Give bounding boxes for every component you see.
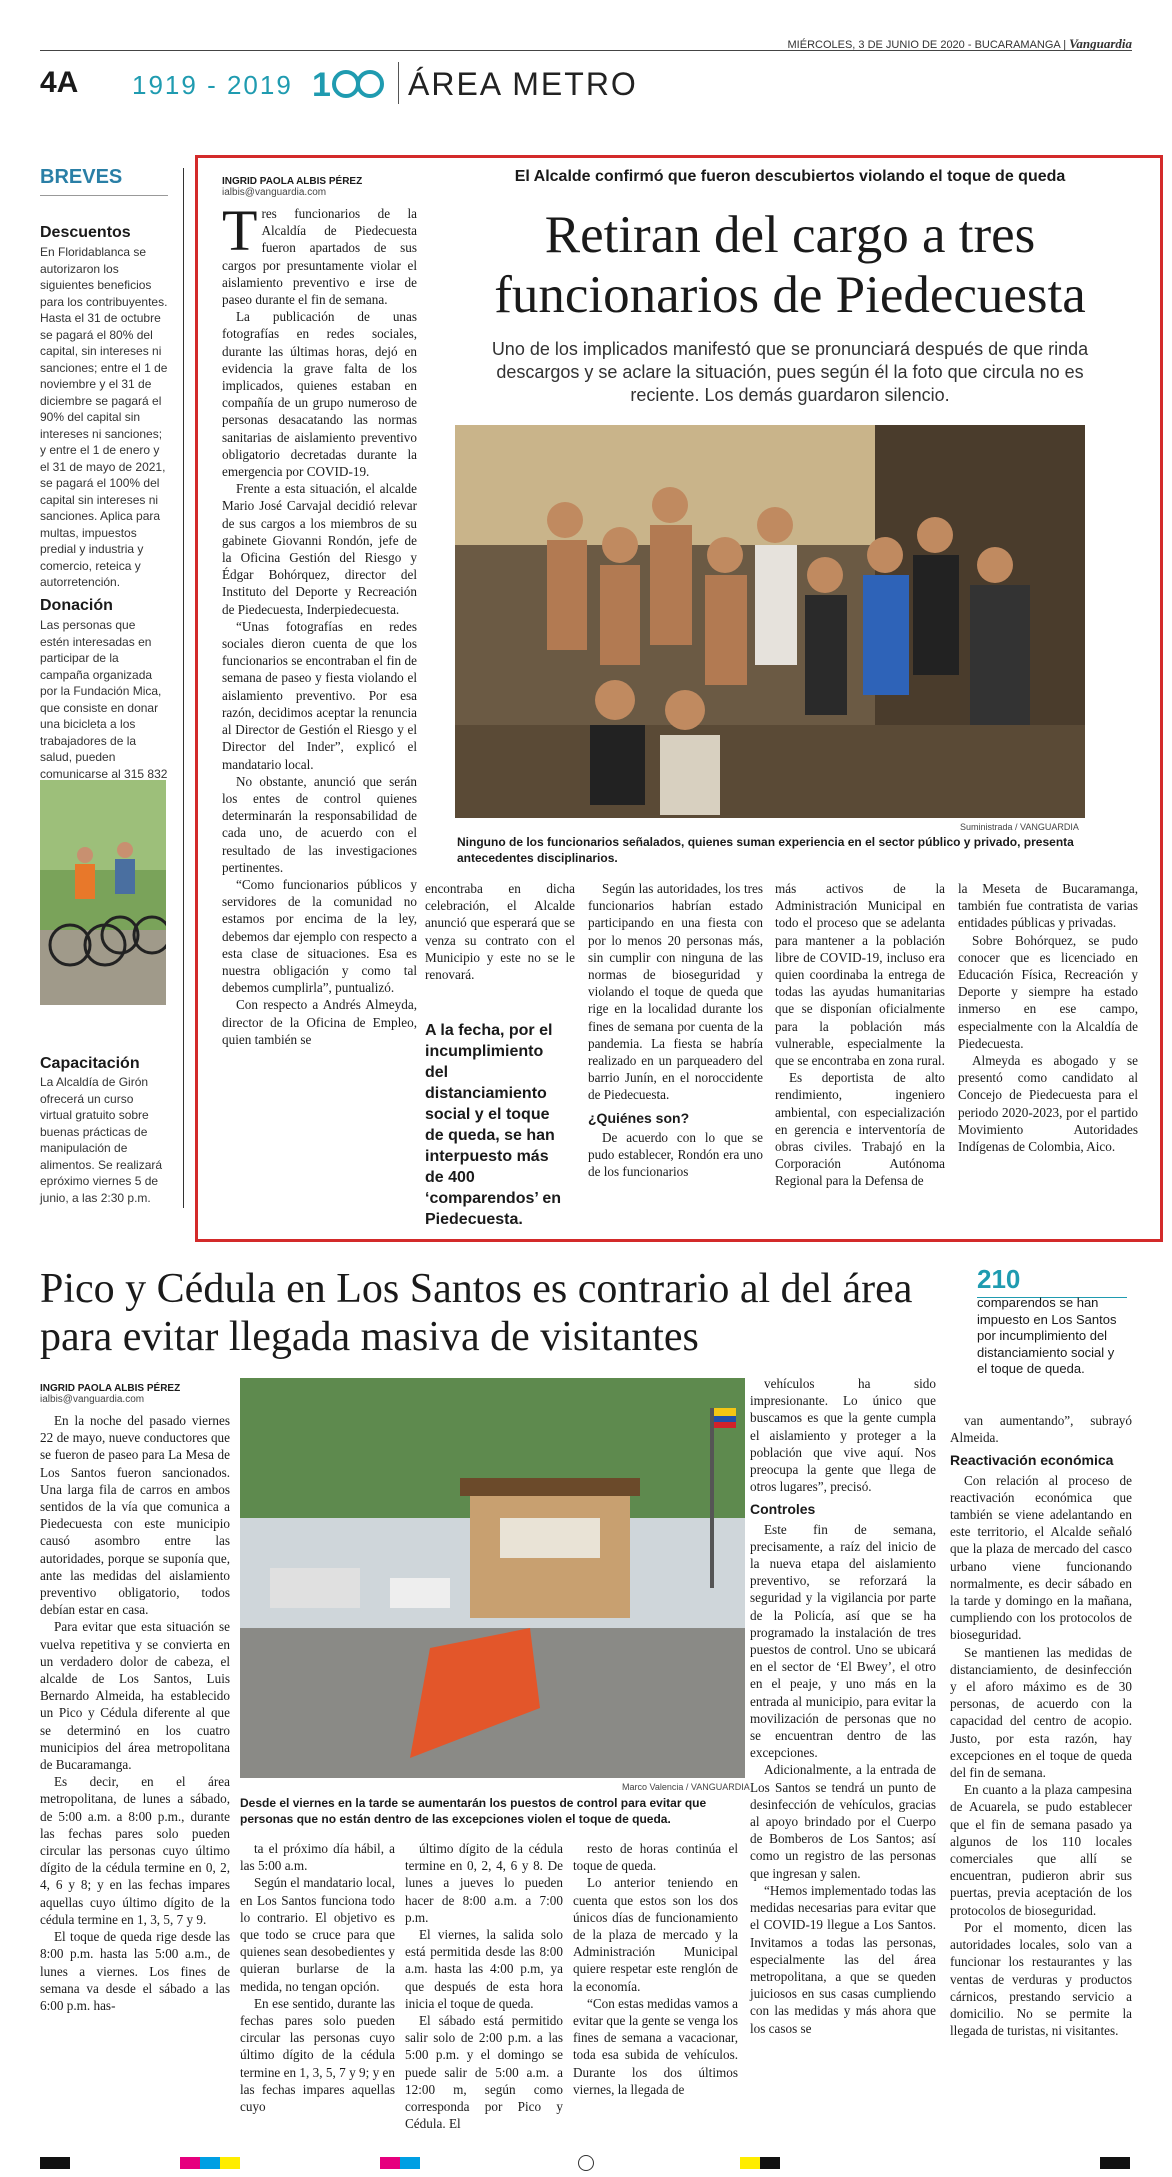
paragraph: resto de horas continúa el toque de queda. — [573, 1841, 738, 1874]
breve-heading: Donación — [40, 597, 113, 614]
breve-text: En Floridablanca se autorizaron los siguientes beneficios para los contribuyentes. Hasta el 31 de octubre se pagará el 80% del capital, sin intereses ni sanciones; entre el 1 de noviembre y el 31 de diciembre se pagará el 90% del capital sin intereses ni sanciones; y entre el 1 de enero y el 31 de mayo de 2021, se pagará el 100% del capital sin intereses ni sanciones. Aplica para multas, impuestos predial y industria y comercio, reteica y autorretención. — [40, 245, 168, 589]
paragraph: “Unas fotografías en redes sociales dieron cuenta de que los funcionarios se encontraban el fin de semana de paseo y fiesta violando el aislamiento preventivo. Por esa razón, decidimos aceptar la renuncia al Director de Gestión el Riesgo y el Director del Inder”, explicó el mandatario local. — [222, 618, 417, 772]
paragraph: El toque de queda rige desde las 8:00 p.m. hasta las 5:00 a.m., de lunes a viernes. Los fines de semana va desde el sábado a las 6:00 p.m. has- — [40, 1929, 230, 2013]
paragraph: De acuerdo con lo que se pudo establecer, Rondón era uno de los funcionarios — [588, 1129, 763, 1180]
paragraph: Lo anterior teniendo en cuenta que estos son los dos únicos días de funcionamiento de la plaza de mercado y la Administración Municipal quiere respetar este renglón de la economía. — [573, 1875, 738, 1994]
kicker: El Alcalde confirmó que fueron descubiertos violando el toque de queda — [514, 168, 1066, 185]
paragraph: Sobre Bohórquez, se pudo conocer que es licenciado en Educación Física, Recreación y Deporte y siempre ha estado inmerso en ese campo, especialmente con la Alcaldía de Piedecuesta. — [958, 932, 1138, 1051]
article-column — [425, 880, 575, 983]
subhead: ¿Quiénes son? — [588, 1109, 690, 1126]
paragraph: Con relación al proceso de reactivación económica que también se viene adelantando en este territorio, el Alcalde señaló que la plaza de mercado del casco urbano viene funcionando normalmente, es decir sábado en la tarde y domingo en la mañana, cumpliendo con los protocolos de bioseguridad. — [950, 1472, 1132, 1643]
paragraph: ta el próximo día hábil, a las 5:00 a.m. — [240, 1841, 395, 1874]
article-column — [40, 1412, 230, 2014]
breve-heading: Descuentos — [40, 224, 131, 241]
paragraph: Este fin de semana, precisamente, a raíz del inicio de la nueva etapa del aislamiento preventivo, se reforzará la seguridad y la vigilancia por parte de la Policía, así que se ha programado la instalación de tres puestos de control. Uno se ubicará en el sector de ‘El Bwey’, el otro en el peaje, y uno más en la entrada al municipio, para evitar la movilización de personas que no se encuentran dentro de las excepciones. — [750, 1521, 936, 1761]
print-color-bar — [40, 2157, 70, 2169]
paragraph: Por el momento, dicen las autoridades locales, solo van a funcionar los restaurantes y las ventas de verduras y productos cárnicos, prestando servicio a domicilio. No se permite la llegada de turistas, ni visitantes. — [950, 1919, 1132, 2039]
byline-email: ialbis@vanguardia.com — [222, 187, 327, 198]
article-column — [405, 1840, 563, 2132]
headline-secondary: Pico y Cédula en Los Santos es contrario al del área para evitar llegada masiva de visitantes — [40, 1266, 913, 1360]
top-info: MIÉRCOLES, 3 DE JUNIO DE 2020 - BUCARAMANGA | Vanguardia — [787, 36, 1132, 51]
paragraph: El viernes, la salida solo está permitida desde las 8:00 a.m. hasta las 4:00 p.m, ya que después de esta hora inicia el toque de queda. — [405, 1927, 563, 2011]
photo-caption: Ninguno de los funcionarios señalados, quienes suman experiencia en el sector público y privado, presenta antecedentes disciplinarios. — [457, 835, 1074, 865]
print-color-bar — [220, 2157, 240, 2169]
paragraph: res funcionarios de la Alcaldía de Piedecuesta fueron apartados de sus cargos por presuntamente violar el aislamiento preventivo e irse de paseo durante el fin de semana. — [222, 206, 417, 308]
byline-email: ialbis@vanguardia.com — [40, 1394, 145, 1405]
paragraph: último dígito de la cédula termine en 0, 2, 4, 6 y 8. De lunes a jueves lo pueden hacer de 8:00 a.m. a 7:00 p.m. — [405, 1841, 563, 1925]
paragraph: En cuanto a la plaza campesina de Acuarela, se pudo establecer que el fin de semana pasado ya algunos de los 110 locales comerciales que allí se encuentran, pudieron abrir sus puertas, previa aceptación de los protocolos de bioseguridad. — [950, 1782, 1132, 1918]
stat-text: comparendos se han impuesto en Los Santos por incumplimiento del distanciamiento social y el toque de queda. — [977, 1295, 1117, 1376]
paragraph: Frente a esta situación, el alcalde Mario José Carvajal decidió relevar de sus cargos a los miembros de su gabinete Giovanni Rondón, jefe de la Oficina Gestión del Riesgo y Édgar Bohórquez, director del Instituto del Deporte y Recreación de Piedecuesta, Inderpiedecuesta. — [222, 481, 417, 617]
byline — [40, 1383, 230, 1405]
paragraph: Según el mandatario local, en Los Santos funciona todo lo contrario. El objetivo es que todo se cruce para que quienes sean desobedientes y quieran burlarse de la medida, no tengan opción. — [240, 1875, 395, 1994]
article-column — [950, 1412, 1132, 2039]
cyclists-photo — [40, 780, 166, 1005]
print-color-bar — [400, 2157, 420, 2169]
photo-caption: Desde el viernes en la tarde se aumentarán los puestos de control para evitar que personas que no están dentro de las excepciones violen el toque de queda. — [240, 1796, 707, 1826]
byline-name: INGRID PAOLA ALBIS PÉREZ — [40, 1383, 181, 1394]
paragraph: vehículos ha sido impresionante. Lo único que buscamos es que la gente cumpla el aislamiento y proteger a la población que vive aquí. Nos preocupa la gente que llega de otros lugares”, precisó. — [750, 1376, 936, 1495]
print-color-bar — [180, 2157, 200, 2169]
photo-credit: Suministrada / VANGUARDIA — [960, 822, 1079, 832]
paragraph: van aumentando”, subrayó Almeida. — [950, 1413, 1132, 1446]
print-color-bar — [1100, 2157, 1130, 2169]
checkpoint-photo — [240, 1378, 745, 1778]
breve-heading: Capacitación — [40, 1055, 140, 1072]
paragraph: Es deportista de alto rendimiento, ingeniero ambiental, con especialización en gerencia e interventoría de obras civiles. Trabajó en la Corporación Autónoma Regional para la Defensa de — [775, 1070, 945, 1189]
subhead: Controles — [750, 1501, 816, 1518]
paragraph: Es decir, en el área metropolitana, de lunes a sábado, de 5:00 a.m. a 8:00 p.m., durante las fechas pares solo pueden circular las personas cuyo último dígito de la cédula termine en 0, 2, 4, 6 y 8; y en las fechas impares aquellas cuyo último dígito de la cédula termine en 1, 3, 5, 7 y 9. — [40, 1774, 230, 1927]
article-column — [775, 880, 945, 1190]
print-color-bar — [200, 2157, 220, 2169]
print-color-bar — [380, 2157, 400, 2169]
dropcap: T — [222, 198, 258, 263]
paragraph: En ese sentido, durante las fechas pares solo pueden circular las personas cuyo último dígito de la cédula termine en 1, 3, 5, 7 y 9; y en las fechas impares aquellas cuyo — [240, 1995, 395, 2115]
article-column — [958, 880, 1138, 1155]
headline: Retiran del cargo a tres funcionarios de Piedecuesta — [494, 206, 1086, 324]
paragraph: “Hemos implementado todas las medidas necesarias para evitar que el COVID-19 llegue a Los Santos. Invitamos a todas las personas, especialmente las del área metropolitana, a que se queden juiciosos en sus casas cumpliendo con las medidas y más ahora que los casos se — [750, 1882, 936, 2036]
paragraph: Con respecto a Andrés Almeyda, director de la Oficina de Empleo, quien también se — [222, 997, 417, 1047]
section-divider — [398, 62, 399, 104]
registration-mark-icon — [578, 2155, 594, 2171]
print-color-bar — [760, 2157, 780, 2169]
breve-text: Las personas que estén interesadas en participar de la campaña organizada por la Fundación Mica, que consiste en donar una bicicleta a los trabajadores de la salud, pueden comunicarse al 315 832 — [40, 618, 168, 781]
byline — [222, 176, 412, 198]
article-column — [588, 880, 763, 1180]
paragraph: la Meseta de Bucaramanga, también fue contratista de varias entidades públicas y privadas. — [958, 881, 1138, 931]
article-column — [222, 198, 417, 1048]
paragraph: El sábado está permitido salir solo de 2:00 p.m. a las 5:00 p.m. y el domingo se puede salir de 5:00 a.m. a 12:00 m, según como corresponda por Pico y Cédula. El — [405, 2013, 563, 2132]
byline-name: INGRID PAOLA ALBIS PÉREZ — [222, 176, 363, 187]
breve-text: La Alcaldía de Girón ofrecerá un curso virtual gratuito sobre buenas prácticas de manipulación de alimentos. Se realizará epróximo viernes 5 de junio, a las 2:30 p.m. — [40, 1075, 163, 1205]
breves-title: BREVES — [40, 166, 123, 188]
paragraph: No obstante, anunció que serán los entes de control quienes determinarán la responsabilidad de cada uno, de acuerdo con el resultado de las investigaciones pertinentes. — [222, 773, 417, 875]
paragraph: encontraba en dicha celebración, el Alcalde anunció que esperará que se venza su contrato con el Municipio y este no se le renovará. — [425, 881, 575, 983]
party-photo — [455, 425, 1085, 818]
paragraph: “Con estas medidas vamos a evitar que la gente se venga los fines de semana a vacacionar, toda esa subida de vehículos. Durante los dos últimos viernes, la llegada de — [573, 1995, 738, 2097]
article-column — [573, 1840, 738, 2098]
paragraph: Según las autoridades, los tres funcionarios habrían estado participando en una fiesta con por lo menos 20 personas más, sin cumplir con ninguna de las normas de bioseguridad y violando el toque de queda que rige en la localidad durante los fines de semana por cuenta de la pandemia. La fiesta se habría realizado en un parqueadero del barrio Junín, en el noroccidente de Piedecuesta. — [588, 881, 763, 1103]
pull-quote: A la fecha, por el incumplimiento del distanciamiento social y el toque de queda, se han interpuesto más de 400 ‘comparendos’ en Piedecuesta. — [425, 1022, 562, 1228]
paragraph: Para evitar que esta situación se vuelva repetitiva y se convierta en un verdadero dolor de cabeza, el alcalde de Los Santos, Luis Bernardo Almeida, ha establecido un Pico y Cédula diferente al que se determinó en los cuatro municipios del área metropolitana de Bucaramanga. — [40, 1619, 230, 1773]
paragraph: Almeyda es abogado y se presentó como candidato al Concejo de Piedecuesta para el periodo 2020-2023, por el partido Movimiento Autoridades Indígenas de Colombia, Aico. — [958, 1053, 1138, 1155]
stat-number: 210 — [977, 1264, 1021, 1294]
breves-divider — [183, 168, 184, 1208]
article-column — [750, 1375, 936, 2037]
breves-rule — [40, 195, 168, 196]
page-number: 4A — [40, 66, 79, 99]
anniversary-years: 1919 - 2019 — [132, 70, 293, 100]
anniversary-logo-icon — [310, 62, 390, 104]
paragraph: más activos de la Administración Municipal en todo el proceso que se adelanta para mantener a la población libre de COVID-19, incluso era quien coordinaba la entrega de todas las ayudas humanitarias que se disponían oficialmente para la población más vulnerable, especialmente la que se encontraba en zona rural. — [775, 881, 945, 1069]
section-title: ÁREA METRO — [408, 66, 638, 102]
article-column — [240, 1840, 395, 2115]
brand-name: Vanguardia — [1069, 36, 1132, 51]
paragraph: “Como funcionarios públicos y servidores de la comunidad no estamos por encima de la ley, debemos dar ejemplo con respecto a esta clase de situaciones. Esa es nuestra obligación y como tal debemos cumplirla”, puntualizó. — [222, 876, 417, 996]
paragraph: En la noche del pasado viernes 22 de mayo, nueve conductores que se fueron de paseo para La Mesa de Los Santos fueron sancionados. Una larga fila de carros en ambos sentidos de la vía que comunica a Piedecuesta con este municipio causó asombro entre las autoridades, porque se suponía que, ante las medidas del aislamiento preventivo obligatorio, todos debían estar en casa. — [40, 1413, 230, 1618]
deck: Uno de los implicados manifestó que se pronunciará después de que rinda descargos y se aclare la situación, pues según él la foto que circula no es reciente. Los demás guardaron silencio. — [491, 339, 1089, 405]
paragraph: Se mantienen las medidas de distanciamiento, de desinfección y el aforo máximo es de 30 personas, de acuerdo con la capacidad del centro de acopio. Justo, por esta razón, hay excepciones en el toque de queda del fin de semana. — [950, 1644, 1132, 1781]
paragraph: La publicación de unas fotografías en redes sociales, durante las últimas horas, dejó en evidencia la grave falta de los implicados, quienes estaban en compañía de un grupo numeroso de personas desacatando las normas sanitarias de aislamiento preventivo obligatorio decretadas durante la emergencia por COVID-19. — [222, 309, 417, 480]
svg-text:1: 1 — [312, 66, 331, 104]
subhead: Reactivación económica — [950, 1452, 1114, 1469]
top-rule — [40, 50, 1132, 51]
print-color-bar — [740, 2157, 760, 2169]
paragraph: Adicionalmente, a la entrada de Los Santos se tendrá un punto de desinfección de vehículos, gracias al apoyo brindado por el Cuerpo de Bomberos de Los Santos; así como un registro de las personas que ingresan y salen. — [750, 1762, 936, 1881]
photo-credit: Marco Valencia / VANGUARDIA — [622, 1782, 750, 1792]
